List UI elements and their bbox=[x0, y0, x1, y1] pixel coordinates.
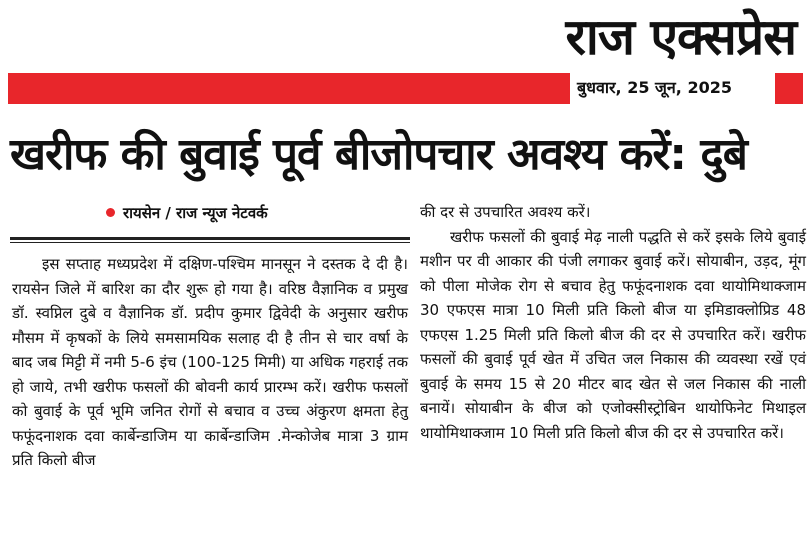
byline-divider-thick bbox=[10, 237, 410, 240]
paragraph: इस सप्ताह मध्यप्रदेश में दक्षिण-पश्चिम मानसून ने दस्तक दे दी है। रायसेन जिले में बारिश का दौर शुरू हो गया है। वरिष्ठ वैज्ञानिक व प्रमुख डॉ. स्वप्निल दुबे व वैज्ञानिक डॉ. प्रदीप कुमार द्विवेदी के अनुसार खरीफ मौसम में कृषकों के लिये समसामयिक सलाह दी है तीन से चार वर्षा के बाद जब मिट्टी में नमी 5-6 इंच (100-125 मिमी) या अधिक गहराई तक हो जाये, तभी खरीफ फसलों की बोवनी कार्य प्रारम्भ करें। खरीफ फसलों को बुवाई के पूर्व भूमि जनित रोगों से बचाव व उच्च अंकुरण क्षमता हेतु फफूंदनाशक दवा कार्बेन्डाजिम या कार्बेन्डाजिम .मेन्कोजेब मात्रा 3 ग्राम प्रति किलो बीज bbox=[12, 255, 408, 469]
masthead-red-band-right bbox=[775, 73, 803, 104]
bullet-dot-icon bbox=[106, 208, 115, 217]
article-byline bbox=[106, 199, 268, 227]
masthead-red-band-left bbox=[8, 73, 570, 104]
article-column-left bbox=[12, 252, 408, 473]
article-column-right bbox=[420, 200, 806, 445]
masthead-title: राज एक्सप्रेस bbox=[565, 8, 796, 66]
byline-divider-thin bbox=[10, 242, 410, 243]
dateline: बुधवार, 25 जून, 2025 bbox=[577, 78, 732, 97]
article-headline: खरीफ की बुवाई पूर्व बीजोपचार अवश्य करें: दुबे bbox=[10, 129, 747, 180]
byline-text: रायसेन / राज न्यूज नेटवर्क bbox=[123, 204, 268, 222]
paragraph: खरीफ फसलों की बुवाई मेढ़ नाली पद्धति से करें इसके लिये बुवाई मशीन पर वी आकार की पंजी लगाकर बुवाई करें। सोयाबीन, उड़द, मूंग को पीला मोजेक रोग से बचाव हेतु फफूंदनाशक दवा थायोमिथाक्जाम 30 एफएस मात्रा 10 मिली प्रति किलो बीज या इमिडाक्लोप्रिड 48 एफएस 1.25 मिली प्रति किलो बीज की दर से उपचारित करें। खरीफ फसलों की बुवाई पूर्व खेत में उचित जल निकास की व्यवस्था रखें एवं बुवाई के समय 15 से 20 मीटर बाद खेत से जल निकास की नाली बनायें। सोयाबीन के बीज को एजोक्सीस्ट्रोबिन थायोफिनेट मिथाइल थायोमिथाक्जाम 10 मिली प्रति किलो बीज की दर से उपचारित करें। bbox=[420, 227, 806, 442]
paragraph: की दर से उपचारित अवश्य करें। bbox=[420, 203, 591, 221]
